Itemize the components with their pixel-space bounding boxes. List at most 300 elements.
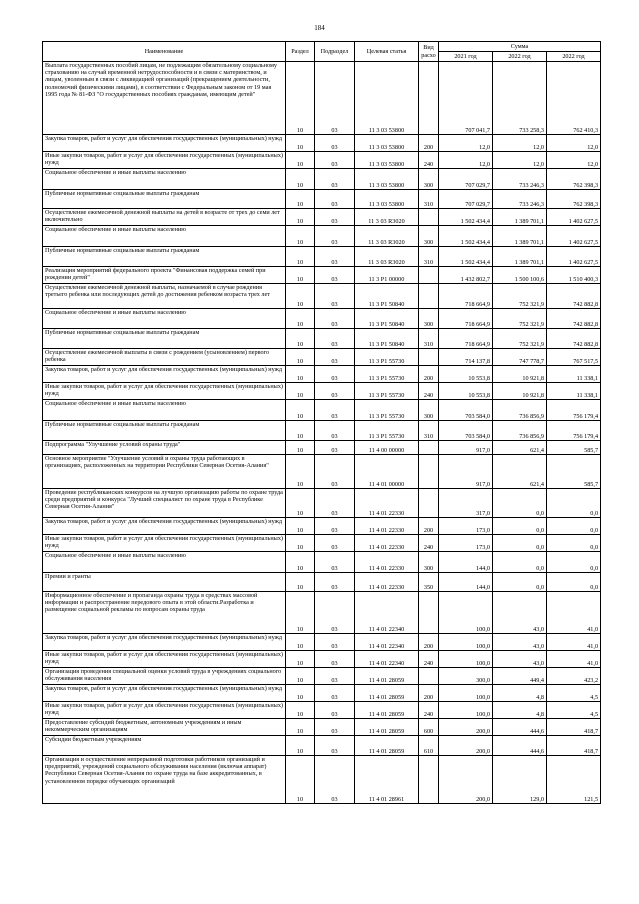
row-vid: 310 xyxy=(419,190,439,209)
row-sum-2022: 733 258,3 xyxy=(493,62,547,135)
row-statya: 11 4 01 22340 xyxy=(355,634,419,651)
row-sum-2022: 1 389 701,1 xyxy=(493,226,547,247)
row-sum-2021: 10 553,8 xyxy=(439,366,493,383)
row-razdel: 10 xyxy=(286,366,315,383)
table-row xyxy=(43,247,601,267)
table-row xyxy=(43,518,601,535)
row-sum-2023: 1 402 627,5 xyxy=(547,209,601,226)
row-sum-2022: 12,0 xyxy=(493,152,547,169)
row-name: Публичные нормативные социальные выплаты гражданам xyxy=(43,421,286,441)
row-name: Осуществление ежемесячной выплаты в связи с рождением (усыновлением) первого ребенка xyxy=(43,349,286,366)
table-row xyxy=(43,400,601,421)
row-sum-2022: 444,6 xyxy=(493,719,547,736)
row-sum-2022: 10 921,8 xyxy=(493,383,547,400)
row-sum-2023: 12,0 xyxy=(547,135,601,152)
row-vid: 310 xyxy=(419,329,439,349)
row-sum-2021: 714 137,8 xyxy=(439,349,493,366)
row-podrazdel: 03 xyxy=(315,169,355,190)
row-sum-2021: 1 502 434,4 xyxy=(439,247,493,267)
row-sum-2022: 621,4 xyxy=(493,441,547,455)
header-year-2022: 2022 год xyxy=(493,52,547,62)
table-row xyxy=(43,719,601,736)
row-vid: 240 xyxy=(419,152,439,169)
row-vid: 610 xyxy=(419,736,439,756)
table-row xyxy=(43,685,601,702)
row-sum-2021: 173,0 xyxy=(439,535,493,552)
row-sum-2023: 121,5 xyxy=(547,756,601,804)
row-sum-2023: 41,0 xyxy=(547,651,601,668)
row-razdel: 10 xyxy=(286,400,315,421)
row-razdel: 10 xyxy=(286,535,315,552)
row-razdel: 10 xyxy=(286,518,315,535)
row-sum-2023: 585,7 xyxy=(547,441,601,455)
row-sum-2021: 703 584,0 xyxy=(439,400,493,421)
row-name: Социальное обеспечение и иные выплаты населению xyxy=(43,309,286,329)
row-podrazdel: 03 xyxy=(315,535,355,552)
row-sum-2023: 1 402 627,5 xyxy=(547,226,601,247)
header-razdel: Раздел xyxy=(286,42,315,62)
row-name: Иные закупки товаров, работ и услуг для обеспечения государственных (муниципальных) нужд xyxy=(43,535,286,552)
row-sum-2021: 718 664,9 xyxy=(439,284,493,309)
row-sum-2023: 1 510 400,3 xyxy=(547,267,601,284)
row-sum-2021: 1 432 802,7 xyxy=(439,267,493,284)
row-statya: 11 3 03 53800 xyxy=(355,169,419,190)
row-podrazdel: 03 xyxy=(315,349,355,366)
row-podrazdel: 03 xyxy=(315,668,355,685)
row-razdel: 10 xyxy=(286,756,315,804)
row-name: Премии и гранты xyxy=(43,573,286,592)
row-statya: 11 3 03 53800 xyxy=(355,190,419,209)
row-name: Иные закупки товаров, работ и услуг для обеспечения государственных (муниципальных) нужд xyxy=(43,383,286,400)
row-statya: 11 3 P1 55730 xyxy=(355,349,419,366)
row-statya: 11 4 01 28059 xyxy=(355,702,419,719)
row-sum-2023: 0,0 xyxy=(547,552,601,573)
row-sum-2021: 12,0 xyxy=(439,152,493,169)
row-sum-2021: 144,0 xyxy=(439,573,493,592)
row-podrazdel: 03 xyxy=(315,366,355,383)
row-name: Закупка товаров, работ и услуг для обеспечения государственных (муниципальных) нужд xyxy=(43,685,286,702)
row-sum-2021: 707 029,7 xyxy=(439,190,493,209)
row-sum-2022: 0,0 xyxy=(493,552,547,573)
row-vid: 350 xyxy=(419,573,439,592)
row-statya: 11 4 01 28059 xyxy=(355,668,419,685)
row-sum-2021: 10 553,8 xyxy=(439,383,493,400)
row-sum-2022: 1 389 701,1 xyxy=(493,209,547,226)
row-sum-2021: 100,0 xyxy=(439,685,493,702)
row-podrazdel: 03 xyxy=(315,518,355,535)
page-number: 184 xyxy=(314,24,325,32)
row-statya: 11 3 P1 50840 xyxy=(355,284,419,309)
table-row xyxy=(43,267,601,284)
row-name: Выплата государственных пособий лицам, не подлежащим обязательному социальному страхованию на случай временной нетрудоспособности и в связи с материнством, и лицам, уволенным в связи с ликвидацией организаций (прекращением деятельности, полномочий физическими лицами), в соответствии с Федеральным законом от 19 мая 1995 года № 81-ФЗ "О государственных пособиях гражданам, имеющим детей" xyxy=(43,62,286,135)
row-name: Социальное обеспечение и иные выплаты населению xyxy=(43,226,286,247)
row-vid: 200 xyxy=(419,366,439,383)
row-vid: 310 xyxy=(419,247,439,267)
table-row xyxy=(43,366,601,383)
row-name: Социальное обеспечение и иные выплаты населению xyxy=(43,552,286,573)
row-vid xyxy=(419,756,439,804)
row-sum-2023: 418,7 xyxy=(547,719,601,736)
row-name: Подпрограмма "Улучшение условий охраны труда" xyxy=(43,441,286,455)
row-sum-2022: 733 246,3 xyxy=(493,190,547,209)
row-name: Предоставление субсидий бюджетным, автономным учреждениям и иным некоммерческим организациям xyxy=(43,719,286,736)
row-name: Реализация мероприятий федерального проекта "Финансовая поддержка семей при рождении детей" xyxy=(43,267,286,284)
row-vid: 240 xyxy=(419,702,439,719)
row-podrazdel: 03 xyxy=(315,756,355,804)
row-sum-2023: 41,0 xyxy=(547,592,601,634)
row-razdel: 10 xyxy=(286,668,315,685)
row-vid: 200 xyxy=(419,634,439,651)
row-sum-2023: 0,0 xyxy=(547,518,601,535)
header-vid-line2: расхо xyxy=(421,51,436,59)
row-name: Публичные нормативные социальные выплаты гражданам xyxy=(43,247,286,267)
row-sum-2022: 43,0 xyxy=(493,634,547,651)
row-statya: 11 4 01 00000 xyxy=(355,455,419,489)
row-sum-2021: 1 502 434,4 xyxy=(439,226,493,247)
row-vid: 200 xyxy=(419,685,439,702)
row-statya: 11 3 P1 55730 xyxy=(355,366,419,383)
row-podrazdel: 03 xyxy=(315,489,355,518)
table-row xyxy=(43,169,601,190)
row-podrazdel: 03 xyxy=(315,719,355,736)
row-sum-2022: 733 246,3 xyxy=(493,169,547,190)
row-statya: 11 4 01 28961 xyxy=(355,756,419,804)
row-name: Закупка товаров, работ и услуг для обеспечения государственных (муниципальных) нужд xyxy=(43,135,286,152)
row-sum-2023: 742 882,8 xyxy=(547,284,601,309)
row-razdel: 10 xyxy=(286,209,315,226)
row-vid: 240 xyxy=(419,651,439,668)
row-razdel: 10 xyxy=(286,247,315,267)
row-podrazdel: 03 xyxy=(315,421,355,441)
row-sum-2022: 444,6 xyxy=(493,736,547,756)
row-vid xyxy=(419,489,439,518)
row-statya: 11 4 00 00000 xyxy=(355,441,419,455)
row-sum-2022: 0,0 xyxy=(493,535,547,552)
header-year-2023: 2022 год xyxy=(547,52,601,62)
table-header xyxy=(43,42,601,62)
row-podrazdel: 03 xyxy=(315,329,355,349)
row-razdel: 10 xyxy=(286,152,315,169)
row-sum-2023: 0,0 xyxy=(547,535,601,552)
budget-table xyxy=(42,41,601,804)
row-vid: 300 xyxy=(419,169,439,190)
row-vid: 300 xyxy=(419,309,439,329)
row-sum-2022: 1 389 701,1 xyxy=(493,247,547,267)
row-sum-2021: 200,0 xyxy=(439,756,493,804)
table-row xyxy=(43,62,601,135)
row-razdel: 10 xyxy=(286,284,315,309)
row-sum-2022: 1 500 100,6 xyxy=(493,267,547,284)
row-sum-2023: 0,0 xyxy=(547,573,601,592)
row-vid xyxy=(419,441,439,455)
row-sum-2023: 4,5 xyxy=(547,685,601,702)
row-sum-2022: 621,4 xyxy=(493,455,547,489)
row-name: Информационное обеспечение и пропаганда охраны труда в средствах массовой информации и распространение передового опыта в этой области.Разработка и размещение социальной рекламы по вопросам охраны труда xyxy=(43,592,286,634)
table-body xyxy=(43,62,601,804)
table-row xyxy=(43,329,601,349)
table-row xyxy=(43,702,601,719)
row-statya: 11 3 P1 50840 xyxy=(355,309,419,329)
row-sum-2021: 100,0 xyxy=(439,702,493,719)
row-razdel: 10 xyxy=(286,421,315,441)
row-statya: 11 4 01 22330 xyxy=(355,552,419,573)
row-podrazdel: 03 xyxy=(315,247,355,267)
row-statya: 11 4 01 22340 xyxy=(355,592,419,634)
table-row xyxy=(43,552,601,573)
table-row xyxy=(43,535,601,552)
row-razdel: 10 xyxy=(286,592,315,634)
row-sum-2023: 756 179,4 xyxy=(547,400,601,421)
row-podrazdel: 03 xyxy=(315,634,355,651)
row-vid: 200 xyxy=(419,518,439,535)
row-sum-2022: 736 856,9 xyxy=(493,400,547,421)
row-sum-2021: 100,0 xyxy=(439,651,493,668)
row-name: Основное мероприятие "Улучшение условий и охраны труда работающих в организациях, расположенных на территории Республики Северная Осетия-Алания" xyxy=(43,455,286,489)
row-name: Закупка товаров, работ и услуг для обеспечения государственных (муниципальных) нужд xyxy=(43,634,286,651)
row-sum-2023: 1 402 627,5 xyxy=(547,247,601,267)
row-razdel: 10 xyxy=(286,441,315,455)
row-podrazdel: 03 xyxy=(315,152,355,169)
row-sum-2021: 100,0 xyxy=(439,592,493,634)
row-statya: 11 4 01 28059 xyxy=(355,719,419,736)
header-name: Наименование xyxy=(43,42,286,62)
row-sum-2023: 423,2 xyxy=(547,668,601,685)
row-sum-2021: 100,0 xyxy=(439,634,493,651)
row-statya: 11 3 P1 55730 xyxy=(355,421,419,441)
row-razdel: 10 xyxy=(286,702,315,719)
header-vid xyxy=(419,42,439,62)
row-sum-2021: 12,0 xyxy=(439,135,493,152)
row-sum-2023: 11 338,1 xyxy=(547,383,601,400)
table-row xyxy=(43,309,601,329)
row-sum-2022: 0,0 xyxy=(493,573,547,592)
row-vid: 200 xyxy=(419,135,439,152)
row-podrazdel: 03 xyxy=(315,592,355,634)
row-name: Публичные нормативные социальные выплаты гражданам xyxy=(43,190,286,209)
row-name: Осуществление ежемесячной денежной выплаты на детей в возрасте от трех до семи лет включительно xyxy=(43,209,286,226)
row-name: Закупка товаров, работ и услуг для обеспечения государственных (муниципальных) нужд xyxy=(43,366,286,383)
row-razdel: 10 xyxy=(286,455,315,489)
row-statya: 11 4 01 28059 xyxy=(355,685,419,702)
row-sum-2023: 742 882,8 xyxy=(547,309,601,329)
table-row xyxy=(43,756,601,804)
row-sum-2023: 12,0 xyxy=(547,152,601,169)
row-name: Организация проведения специальной оценки условий труда в учреждениях социального обслуживания населения xyxy=(43,668,286,685)
row-sum-2023: 41,0 xyxy=(547,634,601,651)
row-sum-2021: 718 664,9 xyxy=(439,309,493,329)
header-statya: Целевая статья xyxy=(355,42,419,62)
row-sum-2023: 756 179,4 xyxy=(547,421,601,441)
row-podrazdel: 03 xyxy=(315,284,355,309)
row-vid: 300 xyxy=(419,226,439,247)
row-name: Публичные нормативные социальные выплаты гражданам xyxy=(43,329,286,349)
row-sum-2023: 762 410,3 xyxy=(547,62,601,135)
row-sum-2023: 11 338,1 xyxy=(547,366,601,383)
row-name: Социальное обеспечение и иные выплаты населению xyxy=(43,400,286,421)
row-sum-2022: 129,0 xyxy=(493,756,547,804)
row-statya: 11 3 03 R3020 xyxy=(355,247,419,267)
table-row xyxy=(43,651,601,668)
table-row xyxy=(43,135,601,152)
table-row xyxy=(43,634,601,651)
row-razdel: 10 xyxy=(286,226,315,247)
row-razdel: 10 xyxy=(286,349,315,366)
row-statya: 11 3 P1 00000 xyxy=(355,267,419,284)
row-razdel: 10 xyxy=(286,383,315,400)
row-sum-2023: 762 398,3 xyxy=(547,169,601,190)
row-razdel: 10 xyxy=(286,552,315,573)
row-vid xyxy=(419,592,439,634)
row-sum-2022: 4,8 xyxy=(493,702,547,719)
row-razdel: 10 xyxy=(286,309,315,329)
row-vid xyxy=(419,267,439,284)
row-vid xyxy=(419,349,439,366)
table-row xyxy=(43,190,601,209)
row-sum-2021: 718 664,9 xyxy=(439,329,493,349)
table-row xyxy=(43,226,601,247)
row-podrazdel: 03 xyxy=(315,135,355,152)
row-name: Иные закупки товаров, работ и услуг для обеспечения государственных (муниципальных) нужд xyxy=(43,702,286,719)
row-vid: 310 xyxy=(419,421,439,441)
row-razdel: 10 xyxy=(286,62,315,135)
row-sum-2021: 200,0 xyxy=(439,719,493,736)
table-row xyxy=(43,209,601,226)
table-row xyxy=(43,455,601,489)
row-vid xyxy=(419,455,439,489)
table-row xyxy=(43,736,601,756)
row-name: Иные закупки товаров, работ и услуг для обеспечения государственных (муниципальных) нужд xyxy=(43,651,286,668)
row-podrazdel: 03 xyxy=(315,455,355,489)
row-razdel: 10 xyxy=(286,329,315,349)
row-sum-2021: 917,0 xyxy=(439,441,493,455)
row-sum-2021: 300,0 xyxy=(439,668,493,685)
row-razdel: 10 xyxy=(286,736,315,756)
row-name: Субсидии бюджетным учреждениям xyxy=(43,736,286,756)
table-row xyxy=(43,592,601,634)
row-vid xyxy=(419,62,439,135)
row-sum-2022: 0,0 xyxy=(493,518,547,535)
row-sum-2022: 752 321,9 xyxy=(493,309,547,329)
row-vid xyxy=(419,668,439,685)
row-statya: 11 3 03 53800 xyxy=(355,62,419,135)
header-podrazdel: Подраздел xyxy=(315,42,355,62)
header-year-2021: 2021 год xyxy=(439,52,493,62)
row-podrazdel: 03 xyxy=(315,62,355,135)
header-summa: Сумма xyxy=(439,42,601,52)
row-podrazdel: 03 xyxy=(315,190,355,209)
row-sum-2023: 762 398,3 xyxy=(547,190,601,209)
row-razdel: 10 xyxy=(286,267,315,284)
row-podrazdel: 03 xyxy=(315,685,355,702)
table-row xyxy=(43,421,601,441)
row-razdel: 10 xyxy=(286,685,315,702)
row-sum-2022: 752 321,9 xyxy=(493,284,547,309)
row-sum-2021: 703 584,0 xyxy=(439,421,493,441)
row-podrazdel: 03 xyxy=(315,651,355,668)
row-name: Иные закупки товаров, работ и услуг для обеспечения государственных (муниципальных) нужд xyxy=(43,152,286,169)
table-row xyxy=(43,668,601,685)
table-row xyxy=(43,349,601,366)
row-sum-2021: 317,0 xyxy=(439,489,493,518)
row-sum-2023: 4,5 xyxy=(547,702,601,719)
row-sum-2021: 173,0 xyxy=(439,518,493,535)
row-razdel: 10 xyxy=(286,190,315,209)
row-razdel: 10 xyxy=(286,489,315,518)
row-vid: 600 xyxy=(419,719,439,736)
row-sum-2022: 736 856,9 xyxy=(493,421,547,441)
table-row xyxy=(43,284,601,309)
row-podrazdel: 03 xyxy=(315,552,355,573)
table-row xyxy=(43,573,601,592)
row-podrazdel: 03 xyxy=(315,573,355,592)
row-sum-2021: 1 502 434,4 xyxy=(439,209,493,226)
row-razdel: 10 xyxy=(286,135,315,152)
row-name: Осуществление ежемесячной денежной выплаты, назначаемой в случае рождения третьего ребенка или последующих детей до достижения ребенком возраста трех лет xyxy=(43,284,286,309)
row-statya: 11 4 01 22340 xyxy=(355,651,419,668)
row-podrazdel: 03 xyxy=(315,226,355,247)
row-vid: 300 xyxy=(419,400,439,421)
row-sum-2021: 917,0 xyxy=(439,455,493,489)
row-sum-2022: 4,8 xyxy=(493,685,547,702)
row-statya: 11 4 01 28059 xyxy=(355,736,419,756)
row-sum-2022: 747 778,7 xyxy=(493,349,547,366)
row-sum-2022: 43,0 xyxy=(493,592,547,634)
header-vid-line1: Вид xyxy=(423,44,434,52)
table-row xyxy=(43,441,601,455)
row-name: Проведение республиканских конкурсов на лучшую организацию работы по охране труда среди предприятий и конкурса "Лучший специалист по охране труда в Республике Северная Осетия-Алания" xyxy=(43,489,286,518)
row-vid xyxy=(419,284,439,309)
row-sum-2021: 707 029,7 xyxy=(439,169,493,190)
row-statya: 11 3 P1 55730 xyxy=(355,383,419,400)
row-sum-2023: 418,7 xyxy=(547,736,601,756)
row-podrazdel: 03 xyxy=(315,309,355,329)
row-vid: 240 xyxy=(419,535,439,552)
row-razdel: 10 xyxy=(286,573,315,592)
table-row xyxy=(43,489,601,518)
row-sum-2021: 707 041,7 xyxy=(439,62,493,135)
row-name: Организация и осуществление непрерывной подготовки работников организаций и предприятий, учреждений социального обслуживания населения (включая аппарат) Республики Северная Осетия-Алания по охране труда на базе аккредитованных, в установленном порядке обучающих организаций xyxy=(43,756,286,804)
row-sum-2022: 12,0 xyxy=(493,135,547,152)
row-statya: 11 4 01 22330 xyxy=(355,535,419,552)
row-sum-2022: 10 921,8 xyxy=(493,366,547,383)
row-statya: 11 3 P1 55730 xyxy=(355,400,419,421)
row-podrazdel: 03 xyxy=(315,441,355,455)
row-sum-2023: 742 882,8 xyxy=(547,329,601,349)
row-vid: 240 xyxy=(419,383,439,400)
row-name: Закупка товаров, работ и услуг для обеспечения государственных (муниципальных) нужд xyxy=(43,518,286,535)
row-sum-2021: 144,0 xyxy=(439,552,493,573)
row-razdel: 10 xyxy=(286,719,315,736)
row-podrazdel: 03 xyxy=(315,209,355,226)
row-razdel: 10 xyxy=(286,651,315,668)
row-statya: 11 4 01 22330 xyxy=(355,573,419,592)
row-statya: 11 4 01 22330 xyxy=(355,489,419,518)
row-podrazdel: 03 xyxy=(315,267,355,284)
row-statya: 11 3 03 R3020 xyxy=(355,226,419,247)
row-name: Социальное обеспечение и иные выплаты населению xyxy=(43,169,286,190)
row-statya: 11 3 03 53800 xyxy=(355,152,419,169)
row-sum-2022: 43,0 xyxy=(493,651,547,668)
row-statya: 11 3 P1 50840 xyxy=(355,329,419,349)
row-sum-2023: 0,0 xyxy=(547,489,601,518)
row-podrazdel: 03 xyxy=(315,702,355,719)
row-podrazdel: 03 xyxy=(315,736,355,756)
row-statya: 11 3 03 R3020 xyxy=(355,209,419,226)
row-sum-2023: 767 517,5 xyxy=(547,349,601,366)
row-sum-2023: 585,7 xyxy=(547,455,601,489)
table-row xyxy=(43,152,601,169)
row-razdel: 10 xyxy=(286,169,315,190)
